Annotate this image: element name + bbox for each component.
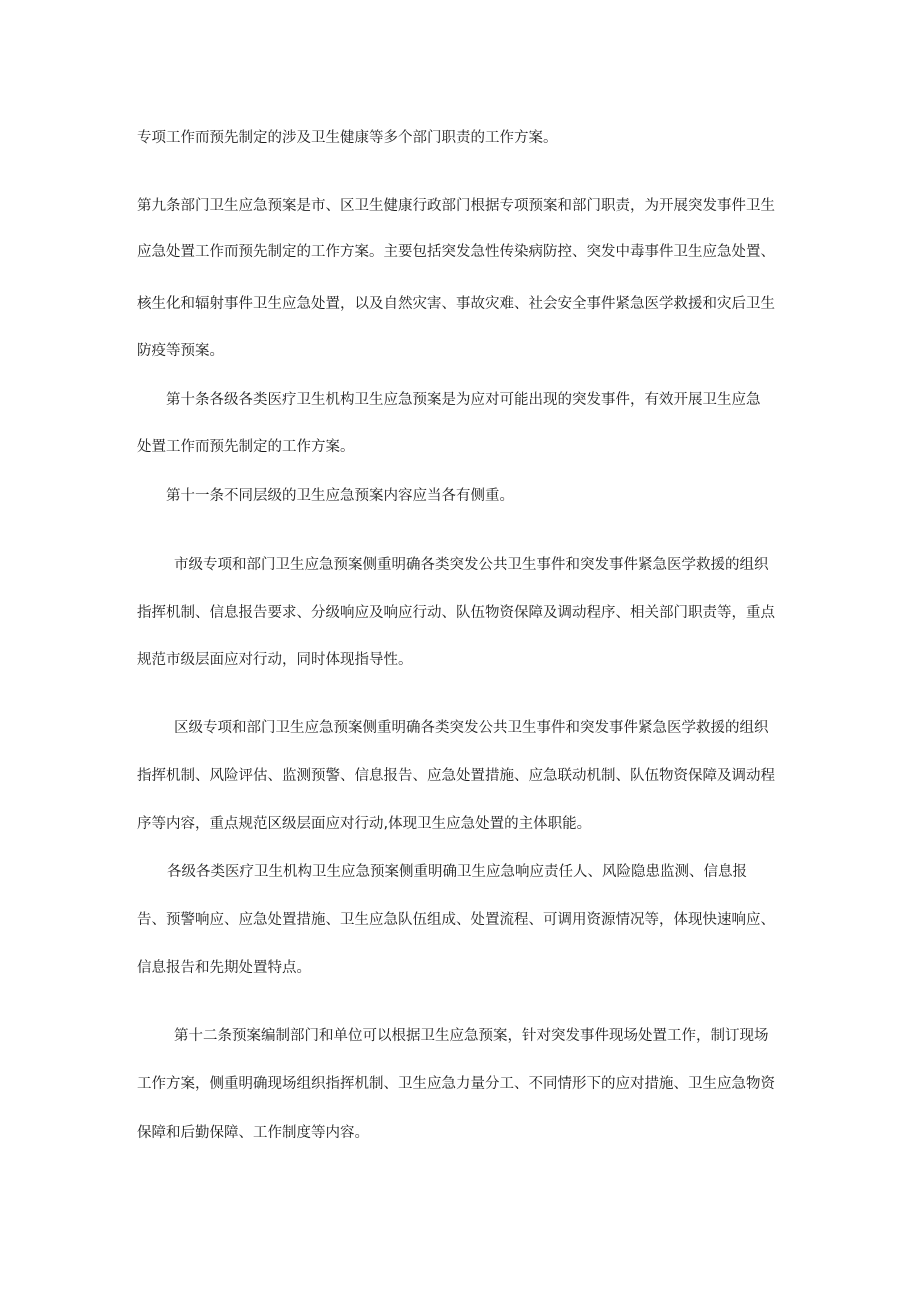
text-line: 序等内容，重点规范区级层面应对行动,体现卫生应急处置的主体职能。 <box>137 816 592 832</box>
text-line: 第九条部门卫生应急预案是市、区卫生健康行政部门根据专项预案和部门职责，为开展突发事件卫生 <box>137 198 775 214</box>
text-line: 防疫等预案。 <box>137 343 224 359</box>
text-line: 规范市级层面应对行动，同时体现指导性。 <box>137 652 413 668</box>
text-line: 区级专项和部门卫生应急预案侧重明确各类突发公共卫生事件和突发事件紧急医学救援的组织 <box>174 720 769 736</box>
text-line: 核生化和辐射事件卫生应急处置，以及自然灾害、事故灾难、社会安全事件紧急医学救援和灾后卫生 <box>137 296 775 312</box>
text-line: 工作方案，侧重明确现场组织指挥机制、卫生应急力量分工、不同情形下的应对措施、卫生应急物资 <box>137 1076 775 1092</box>
text-line: 第十一条不同层级的卫生应急预案内容应当各有侧重。 <box>166 488 514 504</box>
text-line: 各级各类医疗卫生机构卫生应急预案侧重明确卫生应急响应责任人、风险隐患监测、信息报 <box>167 864 747 880</box>
text-line: 告、预警响应、应急处置措施、卫生应急队伍组成、处置流程、可调用资源情况等，体现快速响应、 <box>137 912 775 928</box>
text-line: 指挥机制、信息报告要求、分级响应及响应行动、队伍物资保障及调动程序、相关部门职责等，重点 <box>137 605 775 621</box>
text-line: 保障和后勤保障、工作制度等内容。 <box>137 1125 369 1141</box>
text-line: 指挥机制、风险评估、监测预警、信息报告、应急处置措施、应急联动机制、队伍物资保障及调动程 <box>137 768 775 784</box>
text-line: 处置工作而预先制定的工作方案。 <box>137 439 355 455</box>
text-line: 市级专项和部门卫生应急预案侧重明确各类突发公共卫生事件和突发事件紧急医学救援的组织 <box>174 557 769 573</box>
text-line: 第十条各级各类医疗卫生机构卫生应急预案是为应对可能出现的突发事件，有效开展卫生应急 <box>166 392 761 408</box>
text-line: 专项工作而预先制定的涉及卫生健康等多个部门职责的工作方案。 <box>137 130 558 146</box>
text-line: 第十二条预案编制部门和单位可以根据卫生应急预案，针对突发事件现场处置工作，制订现场 <box>174 1028 769 1044</box>
text-line: 信息报告和先期处置特点。 <box>137 960 311 976</box>
text-line: 应急处置工作而预先制定的工作方案。主要包括突发急性传染病防控、突发中毒事件卫生应急处置、 <box>137 244 775 260</box>
